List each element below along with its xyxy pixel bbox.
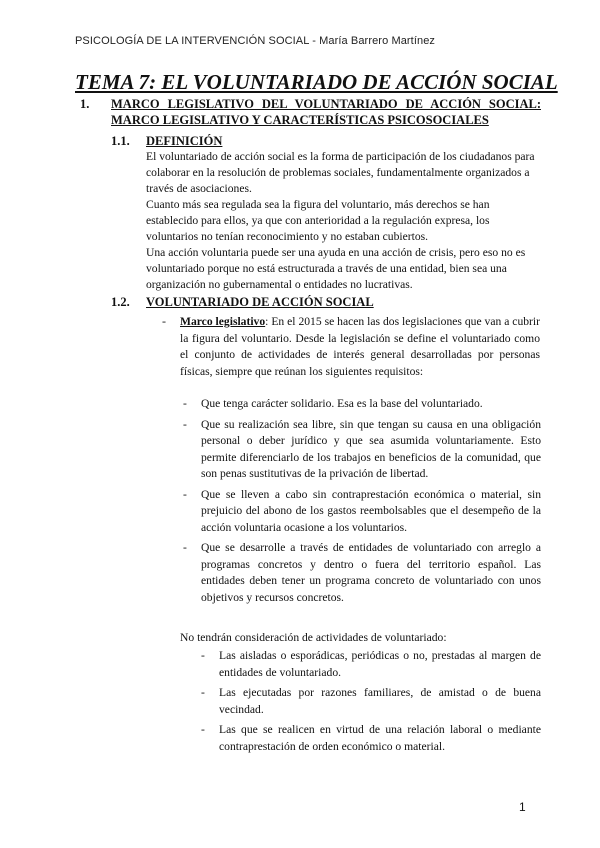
list-item xyxy=(183,417,541,483)
list-item-text: Que su realización sea libre, sin que tengan su causa en una obligación personal o deber jurídico y que sea asumida voluntariamente. Esto permite diferenciarlo de los trabajos en beneficios de la comunidad, que son penas sustitutivas de la privación de libertad. xyxy=(201,417,541,480)
list-item xyxy=(183,487,541,537)
section-title: MARCO LEGISLATIVO DEL VOLUNTARIADO DE ACCIÓN SOCIAL: MARCO LEGISLATIVO Y CARACTERÍSTICAS PSICOSOCIALES xyxy=(111,97,541,127)
list-dash: - xyxy=(183,417,187,431)
subsection-title-definicion: DEFINICIÓN xyxy=(146,134,223,148)
list-item xyxy=(183,540,541,606)
list-item-text: Que tenga carácter solidario. Esa es la base del voluntariado. xyxy=(201,397,483,410)
page-number: 1 xyxy=(519,800,526,814)
section-number: 1. xyxy=(80,97,90,111)
exclusions-intro: No tendrán consideración de actividades de voluntariado: xyxy=(180,631,447,644)
regulation-paragraph: Cuanto más sea regulada sea la figura del voluntario, más derechos se han establecido para ellos, ya que con anterioridad a la regulación expresa, los voluntarios no tenían reconocimiento y no estaban cubiertos. xyxy=(146,198,490,243)
list-item xyxy=(201,685,541,718)
requirements-list xyxy=(183,396,541,610)
list-item-text: Las aisladas o esporádicas, periódicas o no, prestadas al margen de entidades de voluntariado. xyxy=(219,649,541,679)
list-dash: - xyxy=(201,649,205,662)
exclusions-list xyxy=(201,648,541,759)
page-header: PSICOLOGÍA DE LA INTERVENCIÓN SOCIAL - María Barrero Martínez xyxy=(75,35,436,47)
list-item-text: Las ejecutadas por razones familiares, de amistad o de buena vecindad. xyxy=(219,686,541,716)
document-title: TEMA 7: EL VOLUNTARIADO DE ACCIÓN SOCIAL xyxy=(75,70,558,94)
bullet-term: Marco legislativo xyxy=(180,315,266,328)
definition-paragraph: El voluntariado de acción social es la forma de participación de los ciudadanos para colaborar en la resolución de problemas sociales, fundamentalmente organizados a través de asociaciones. xyxy=(146,150,535,195)
legislative-framework-bullet xyxy=(180,314,540,380)
subsection-number-voluntariado: 1.2. xyxy=(111,295,130,309)
list-dash: - xyxy=(183,397,187,410)
list-item xyxy=(201,722,541,755)
list-item xyxy=(201,648,541,681)
subsection-title-voluntariado: VOLUNTARIADO DE ACCIÓN SOCIAL xyxy=(146,295,374,309)
list-dash: - xyxy=(201,686,205,699)
bullet-text: : En el 2015 se hacen las dos legislaciones que van a cubrir la figura del voluntario. Desde la legislación se define el voluntariado como el conjunto de actividades de interés general desarrolladas por personas físicas, siempre que reúnan los siguientes requisitos: xyxy=(180,315,540,378)
bullet-marker: - xyxy=(162,314,166,328)
list-dash: - xyxy=(183,541,187,554)
list-item xyxy=(183,396,541,413)
list-item-text: Las que se realicen en virtud de una relación laboral o mediante contraprestación de orden económico o material. xyxy=(219,723,541,753)
subsection-number-definicion: 1.1. xyxy=(111,134,130,148)
list-dash: - xyxy=(183,487,187,501)
voluntary-action-paragraph: Una acción voluntaria puede ser una ayuda en una acción de crisis, pero eso no es voluntariado porque no está estructurada a través de una entidad, bien sea una organización no gubernamental o entidades no lucrativas. xyxy=(146,246,526,291)
list-item-text: Que se desarrolle a través de entidades de voluntariado con arreglo a programas concretos y dentro o fuera del territorio español. Las entidades deben tener un programa concreto de voluntariado con unos objetivos y recursos concretos. xyxy=(201,541,541,604)
list-dash: - xyxy=(201,723,205,736)
list-item-text: Que se lleven a cabo sin contraprestación económica o material, sin prejuicio del abono de los gastos reembolsables que el desempeño de la acción voluntaria ocasione a los voluntarios. xyxy=(201,487,541,534)
